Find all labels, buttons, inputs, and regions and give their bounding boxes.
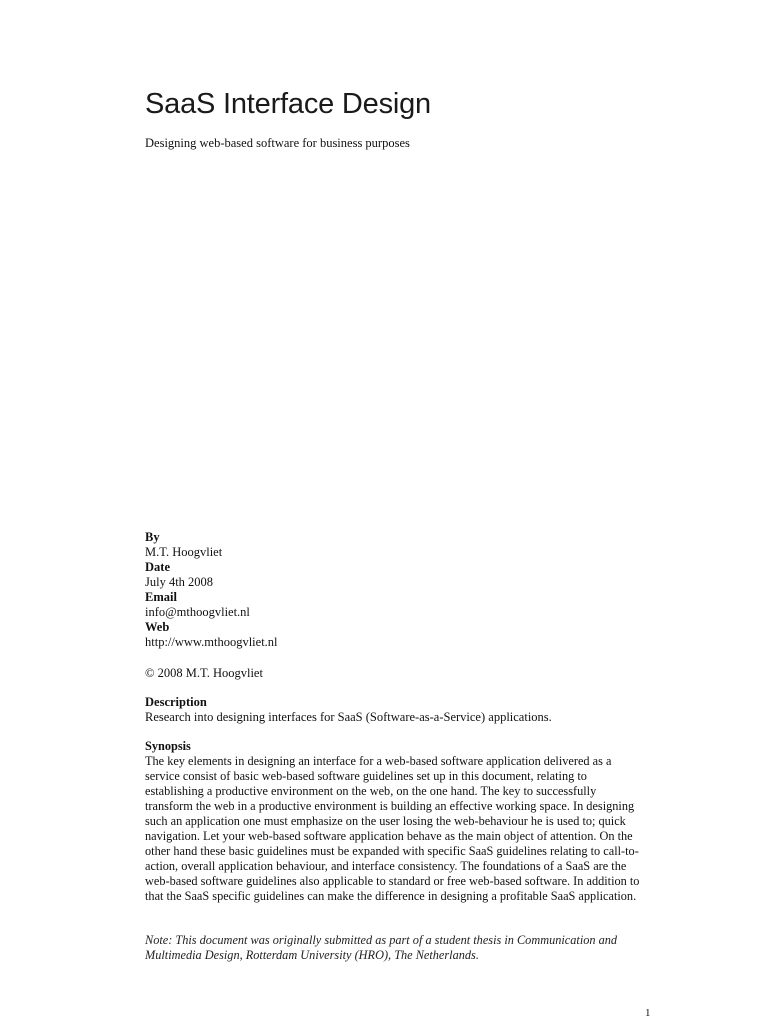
- synopsis-section: [145, 739, 645, 904]
- synopsis-text: The key elements in designing an interface for a web-based software application delivered as a service consist of basic web-based software guidelines set up in this document, relating to establishing a productive environment on the web, on the one hand. The key to successfully transform the web in a productive environment is building an effective working space. In designing such an application one must emphasize on the user losing the web-behaviour he is used to; quick navigation. Let your web-based software application behave as the main object of attention. On the other hand these basic guidelines must be expanded with specific SaaS guidelines relating to call-to-action, overall application behaviour, and interface consistency. The foundations of a SaaS are the web-based software guidelines also applicable to standard or free web-based software. In addition to that the SaaS specific guidelines can make the difference in designing a profitable SaaS application.: [145, 754, 640, 903]
- synopsis-label: Synopsis: [145, 739, 191, 753]
- document-title: SaaS Interface Design: [145, 88, 431, 120]
- date-label: Date: [145, 560, 170, 574]
- description-section: [145, 695, 665, 725]
- date-value: July 4th 2008: [145, 575, 214, 589]
- web-label: Web: [145, 620, 170, 634]
- document-meta: [145, 530, 665, 650]
- description-label: Description: [145, 695, 207, 709]
- page-number: 1: [645, 1007, 651, 1019]
- copyright-notice: © 2008 M.T. Hoogvliet: [145, 666, 263, 680]
- document-subtitle: Designing web-based software for business purposes: [145, 136, 410, 150]
- email-value[interactable]: info@mthoogvliet.nl: [145, 605, 250, 619]
- web-link[interactable]: http://www.mthoogvliet.nl: [145, 635, 278, 649]
- thesis-note: Note: This document was originally submitted as part of a student thesis in Communication and Multimedia Design, Rotterdam University (HRO), The Netherlands.: [145, 933, 618, 962]
- description-text: Research into designing interfaces for SaaS (Software-as-a-Service) applications.: [145, 710, 552, 724]
- email-label: Email: [145, 590, 177, 604]
- author-label: By: [145, 530, 160, 544]
- author-value: M.T. Hoogvliet: [145, 545, 223, 559]
